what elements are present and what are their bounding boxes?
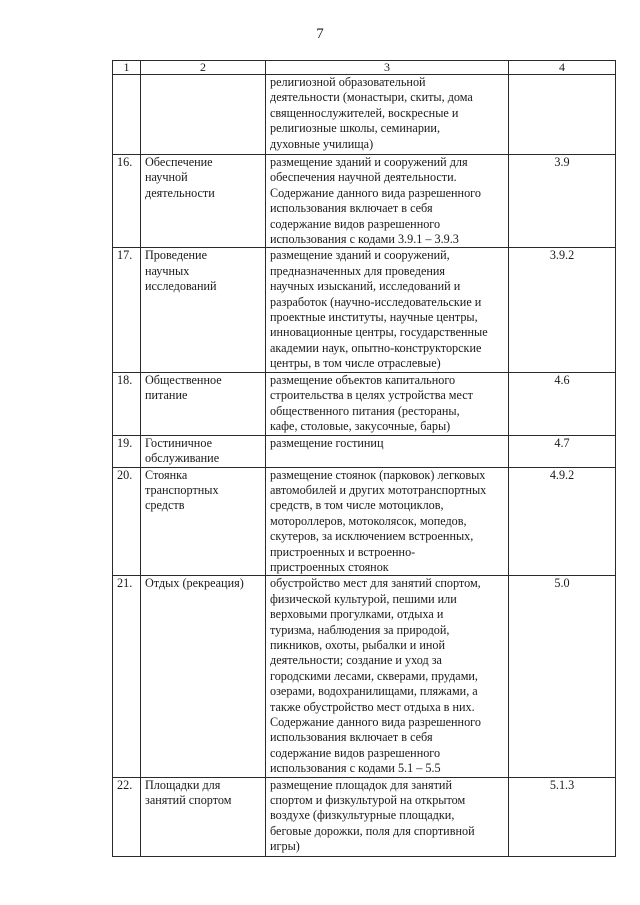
row-number: 22. — [113, 777, 141, 856]
row-number: 20. — [113, 467, 141, 576]
use-description: религиозной образовательной деятельности (монастыри, скиты, дома священнослужителей, воскресные и религиозные школы, семинарии, духовные училища) — [266, 75, 509, 155]
table-row — [113, 576, 616, 777]
row-number — [113, 75, 141, 155]
row-number: 21. — [113, 576, 141, 777]
table-header-row — [113, 61, 616, 75]
row-number: 19. — [113, 435, 141, 467]
use-description: размещение гостиниц — [266, 435, 509, 467]
table-row — [113, 248, 616, 372]
use-name — [141, 75, 266, 155]
column-header: 4 — [509, 61, 616, 75]
use-code: 5.1.3 — [509, 777, 616, 856]
use-code: 4.6 — [509, 372, 616, 435]
use-name: Отдых (рекреация) — [141, 576, 266, 777]
use-description: размещение стоянок (парковок) легковых автомобилей и других мототранспортных средств, в том числе мотоциклов, мотороллеров, мотоколясок, мопедов, скутеров, за исключением встроенных, пристроенных и встроенно- пристроенных стоянок — [266, 467, 509, 576]
row-number: 17. — [113, 248, 141, 372]
use-code: 4.9.2 — [509, 467, 616, 576]
use-description: обустройство мест для занятий спортом, физической культурой, пешими или верховыми прогулками, отдыха и туризма, наблюдения за природой, пикников, охоты, рыбалки и иной деятельности; создание и уход за городскими лесами, скверами, прудами, озерами, водохранилищами, пляжами, а также обустройство мест отдыха в них. Содержание данного вида разрешенного использования включает в себя содержание видов разрешенного использования с кодами 5.1 – 5.5 — [266, 576, 509, 777]
use-code — [509, 75, 616, 155]
use-name: Стоянка транспортных средств — [141, 467, 266, 576]
use-code: 5.0 — [509, 576, 616, 777]
use-name: Площадки для занятий спортом — [141, 777, 266, 856]
table-row — [113, 372, 616, 435]
use-name: Общественное питание — [141, 372, 266, 435]
row-number: 16. — [113, 155, 141, 248]
column-header: 3 — [266, 61, 509, 75]
column-header: 1 — [113, 61, 141, 75]
use-name: Обеспечение научной деятельности — [141, 155, 266, 248]
use-description: размещение зданий и сооружений для обеспечения научной деятельности. Содержание данного вида разрешенного использования включает в себя содержание видов разрешенного использования с кодами 3.9.1 – 3.9.3 — [266, 155, 509, 248]
use-description: размещение объектов капитального строительства в целях устройства мест общественного питания (рестораны, кафе, столовые, закусочные, бары) — [266, 372, 509, 435]
table-row — [113, 75, 616, 155]
use-code: 3.9.2 — [509, 248, 616, 372]
use-code: 3.9 — [509, 155, 616, 248]
use-name: Гостиничное обслуживание — [141, 435, 266, 467]
table-row — [113, 467, 616, 576]
table-row — [113, 155, 616, 248]
use-name: Проведение научных исследований — [141, 248, 266, 372]
table-row — [113, 435, 616, 467]
use-code: 4.7 — [509, 435, 616, 467]
page-number: 7 — [316, 26, 324, 42]
table-row — [113, 777, 616, 856]
row-number: 18. — [113, 372, 141, 435]
land-use-table — [112, 60, 616, 857]
use-description: размещение площадок для занятий спортом и физкультурой на открытом воздухе (физкультурные площадки, беговые дорожки, поля для спортивной игры) — [266, 777, 509, 856]
use-description: размещение зданий и сооружений, предназначенных для проведения научных изысканий, исследований и разработок (научно-исследовательские и проектные институты, научные центры, инновационные центры, государственные академии наук, опытно-конструкторские центры, в том числе отраслевые) — [266, 248, 509, 372]
column-header: 2 — [141, 61, 266, 75]
